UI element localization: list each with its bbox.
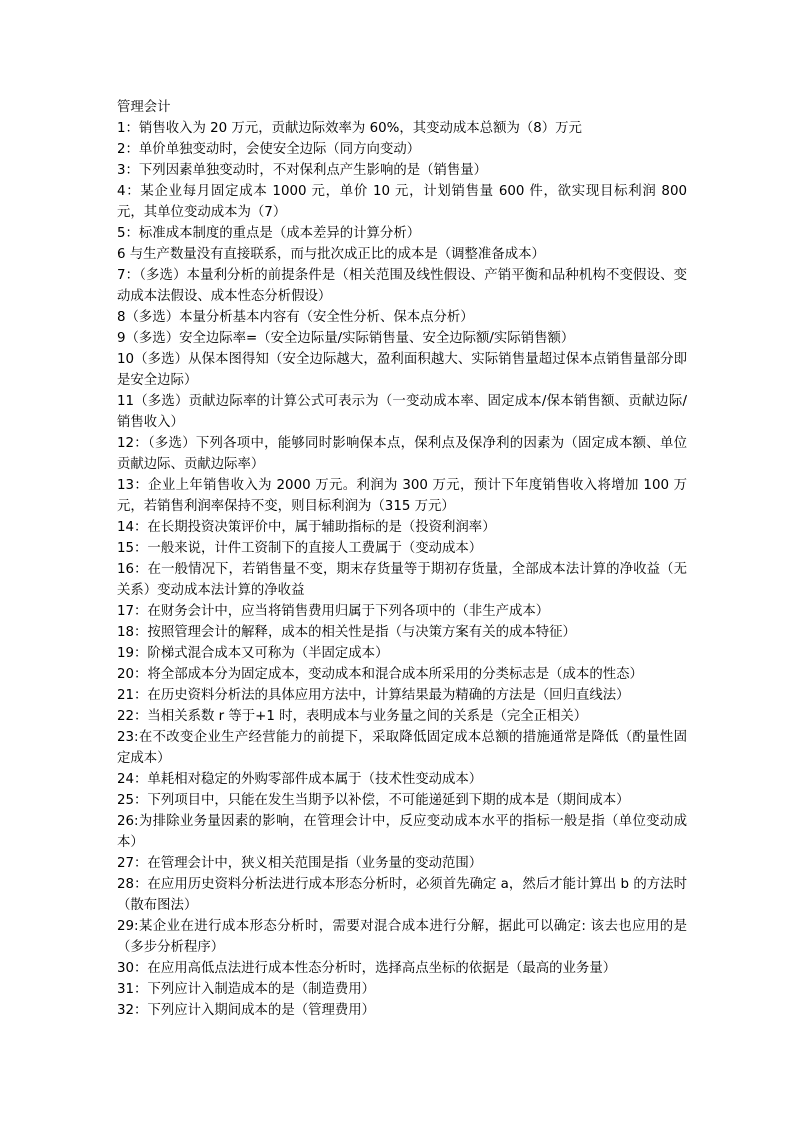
question-line-8: 8（多选）本量分析基本内容有（安全性分析、保本点分析）: [117, 310, 474, 325]
question-line-14: 14：在长期投资决策评价中，属于辅助指标的是（投资利润率）: [117, 520, 496, 535]
question-line-26: 26:为排除业务量因素的影响，在管理会计中，反应变动成本水平的指标一般是指（单位变动成本）: [117, 814, 687, 850]
question-line-23: 23:在不改变企业生产经营能力的前提下，采取降低固定成本总额的措施通常是降低（酌量性固定成本）: [117, 730, 687, 766]
question-line-32: 32：下列应计入期间成本的是（管理费用）: [117, 1003, 376, 1018]
question-line-12: 12：（多选）下列各项中，能够同时影响保本点，保利点及保净利的因素为（固定成本额、单位贡献边际、贡献边际率）: [117, 436, 687, 472]
question-line-5: 5：标准成本制度的重点是（成本差异的计算分析）: [117, 226, 421, 241]
question-line-9: 9（多选）安全边际率=（安全边际量/实际销售量、安全边际额/实际销售额）: [117, 331, 575, 346]
question-line-18: 18：按照管理会计的解释，成本的相关性是指（与决策方案有关的成本特征）: [117, 625, 576, 640]
document-body: [117, 97, 687, 1021]
question-line-1: 1：销售收入为 20 万元，贡献边际效率为 60%，其变动成本总额为（8）万元: [117, 121, 582, 136]
question-line-24: 24：单耗相对稳定的外购零部件成本属于（技术性变动成本）: [117, 772, 483, 787]
question-line-13: 13：企业上年销售收入为 2000 万元。利润为 300 万元，预计下年度销售收入将增加 100 万元，若销售利润率保持不变，则目标利润为（315 万元）: [117, 478, 687, 514]
question-line-31: 31：下列应计入制造成本的是（制造费用）: [117, 982, 376, 997]
question-line-7: 7：（多选）本量利分析的前提条件是（相关范围及线性假设、产销平衡和品种机构不变假设、变动成本法假设、成本性态分析假设）: [117, 268, 687, 304]
question-line-29: 29:某企业在进行成本形态分析时，需要对混合成本进行分解，据此可以确定: 该去也应用的是（多步分析程序）: [117, 919, 687, 955]
question-line-3: 3：下列因素单独变动时，不对保利点产生影响的是（销售量）: [117, 163, 488, 178]
question-line-10: 10（多选）从保本图得知（安全边际越大，盈利面积越大、实际销售量超过保本点销售量部分即是安全边际）: [117, 352, 687, 388]
document-title: 管理会计: [117, 100, 171, 115]
question-line-2: 2：单价单独变动时，会使安全边际（同方向变动）: [117, 142, 421, 157]
question-line-22: 22：当相关系数 r 等于+1 时，表明成本与业务量之间的关系是（完全正相关）: [117, 709, 588, 724]
question-line-17: 17：在财务会计中，应当将销售费用归属于下列各项中的（非生产成本）: [117, 604, 550, 619]
question-line-27: 27：在管理会计中，狭义相关范围是指（业务量的变动范围）: [117, 856, 483, 871]
question-line-11: 11（多选）贡献边际率的计算公式可表示为（一变动成本率、固定成本/保本销售额、贡献边际/销售收入）: [117, 394, 687, 430]
question-line-20: 20：将全部成本分为固定成本，变动成本和混合成本所采用的分类标志是（成本的性态）: [117, 667, 643, 682]
question-line-21: 21：在历史资料分析法的具体应用方法中，计算结果最为精确的方法是（回归直线法）: [117, 688, 630, 703]
question-line-15: 15：一般来说，计件工资制下的直接人工费属于（变动成本）: [117, 541, 483, 556]
question-line-25: 25：下列项目中，只能在发生当期予以补偿，不可能递延到下期的成本是（期间成本）: [117, 793, 630, 808]
question-line-19: 19：阶梯式混合成本又可称为（半固定成本）: [117, 646, 389, 661]
question-line-28: 28：在应用历史资料分析法进行成本形态分析时，必须首先确定 a，然后才能计算出 b 的方法时（散布图法）: [117, 877, 687, 913]
question-line-30: 30：在应用高低点法进行成本性态分析时，选择高点坐标的依据是（最高的业务量）: [117, 961, 617, 976]
question-line-6: 6 与生产数量没有直接联系，而与批次成正比的成本是（调整准备成本）: [117, 247, 545, 262]
question-line-16: 16：在一般情况下，若销售量不变，期末存货量等于期初存货量，全部成本法计算的净收益（无关系）变动成本法计算的净收益: [117, 562, 687, 598]
question-line-4: 4：某企业每月固定成本 1000 元，单价 10 元，计划销售量 600 件，欲实现目标利润 800 元，其单位变动成本为（7）: [117, 184, 687, 220]
